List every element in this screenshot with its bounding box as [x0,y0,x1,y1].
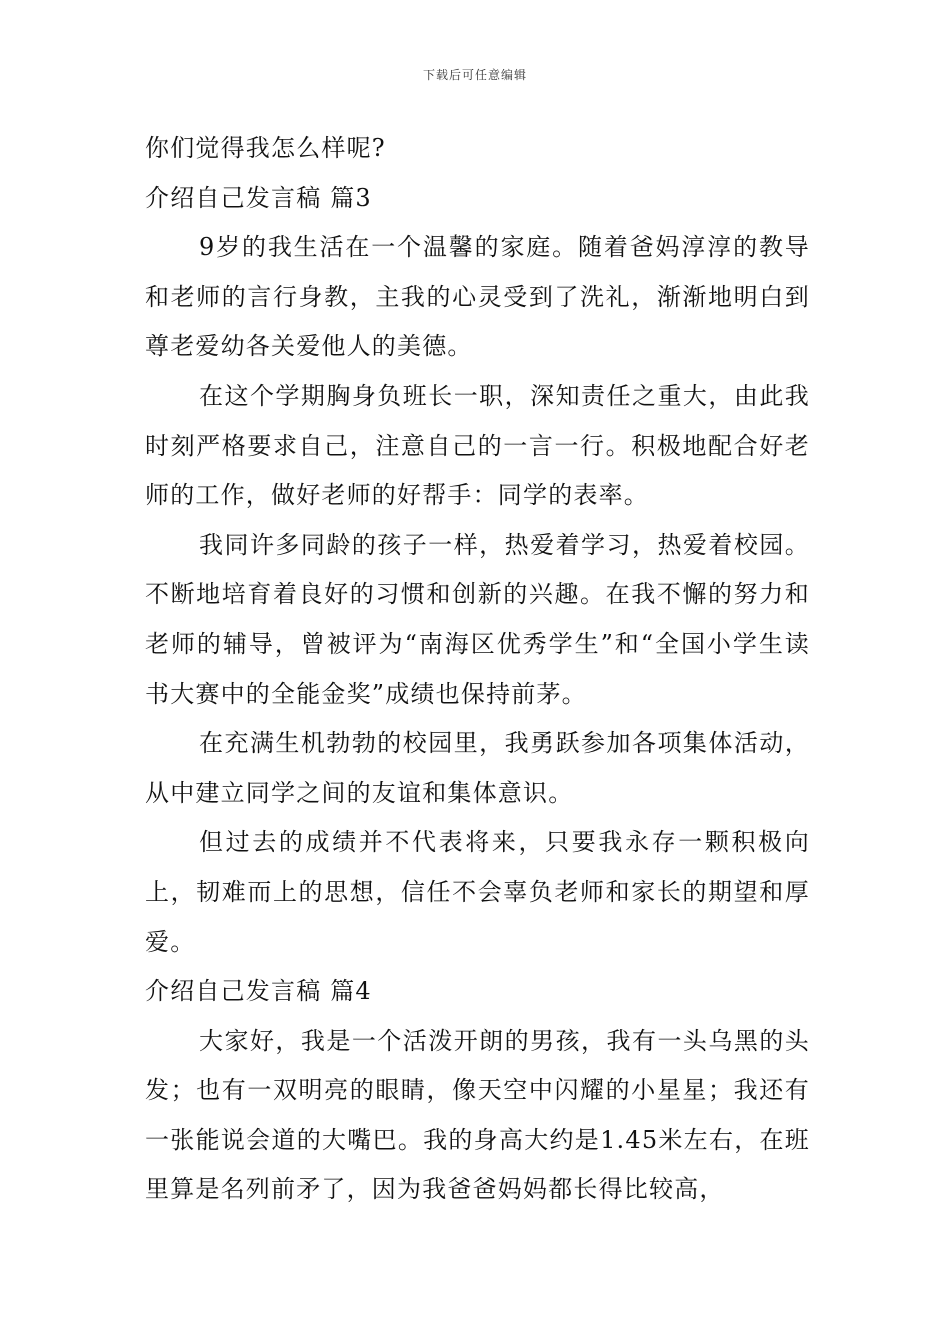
section-heading-3: 介绍自己发言稿 篇3 [145,183,372,212]
paragraph: 在这个学期胸身负班长一职，深知责任之重大，由此我时刻严格要求自己，注意自己的一言一行。积极地配合好老师的工作，做好老师的好帮手：同学的表率。 [145,381,810,510]
paragraph: 但过去的成绩并不代表将来，只要我永存一颗积极向上，韧难而上的思想，信任不会辜负老师和家长的期望和厚爱。 [145,828,810,956]
paragraph: 在充满生机勃勃的校园里，我勇跃参加各项集体活动，从中建立同学之间的友谊和集体意识。 [145,729,810,807]
section-heading-4: 介绍自己发言稿 篇4 [145,977,372,1006]
paragraph: 我同许多同龄的孩子一样，热爱着学习，热爱着校园。不断地培育着良好的习惯和创新的兴趣。在我不懈的努力和老师的辅导，曾被评为“南海区优秀学生”和“全国小学生读书大赛中的全能金奖”成绩也保持前茅。 [145,530,810,708]
intro-line: 你们觉得我怎么样呢? [145,134,386,162]
paragraph: 9岁的我生活在一个温馨的家庭。随着爸妈淳淳的教导和老师的言行身教，主我的心灵受到了洗礼，渐渐地明白到尊老爱幼各关爱他人的美德。 [145,233,810,361]
page-header-note: 下载后可任意编辑 [422,68,527,82]
paragraph: 大家好，我是一个活泼开朗的男孩，我有一头乌黑的头发；也有一双明亮的眼睛，像天空中闪耀的小星星；我还有一张能说会道的大嘴巴。我的身高大约是1.45米左右，在班里算是名列前矛了，因为我爸爸妈妈都长得比较高， [145,1026,810,1204]
document-body [145,124,810,1215]
